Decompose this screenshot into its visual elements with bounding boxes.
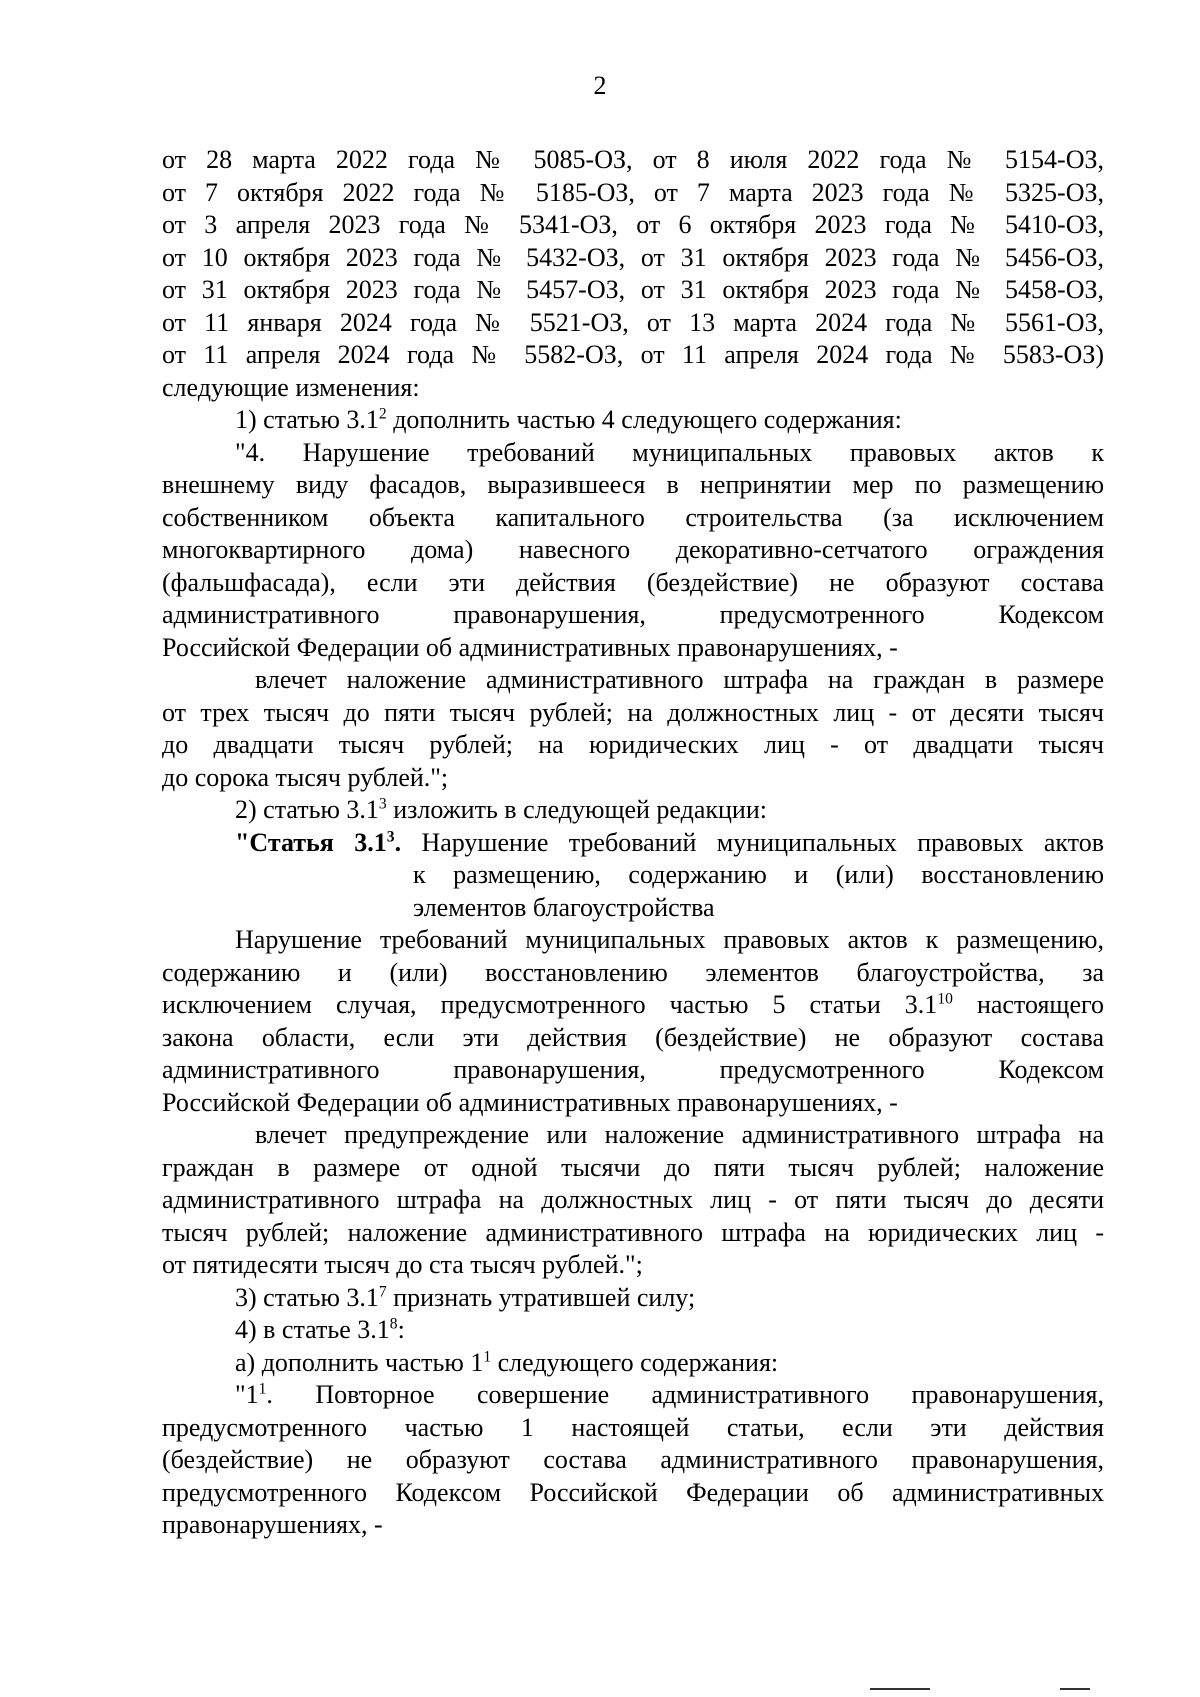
- text-line: [162, 794, 1104, 827]
- text-run: до двадцати тысяч рублей; на юридических лиц - от двадцати тысяч: [162, 730, 1104, 759]
- text-run: многоквартирного дома) навесного декоративно-сетчатого ограждения: [162, 535, 1104, 564]
- text-run: следующие изменения:: [162, 372, 420, 402]
- text-line: [162, 1087, 1104, 1120]
- text-run: к размещению, содержанию и (или) восстановлению: [413, 860, 1104, 889]
- text-line: [162, 697, 1104, 730]
- superscript: 2: [378, 405, 387, 423]
- text-line: [162, 242, 1104, 275]
- text-line: [162, 1119, 1104, 1152]
- text-line: [162, 469, 1104, 502]
- text-line: [162, 1022, 1104, 1055]
- text-line: [162, 1379, 1104, 1412]
- text-run: дополнить частью 4 следующего содержания:: [386, 405, 902, 434]
- text-line: [162, 177, 1104, 210]
- text-line: [162, 892, 1104, 925]
- text-run: . Повторное совершение административного правонарушения,: [266, 1380, 1104, 1409]
- text-run: следующего содержания:: [491, 1347, 779, 1377]
- superscript: 1: [258, 1380, 267, 1398]
- text-run: :: [397, 1315, 405, 1344]
- text-line: [162, 567, 1104, 600]
- text-line: [162, 1249, 1104, 1282]
- text-run: Нарушение требований муниципальных правовых актов: [401, 827, 1104, 857]
- text-run: 3) статью 3.1: [235, 1282, 379, 1312]
- superscript: 3: [378, 795, 387, 813]
- text-line: [162, 534, 1104, 567]
- text-run: от 10 октября 2023 года № 5432-ОЗ, от 31 октября 2023 года № 5456-ОЗ,: [162, 242, 1104, 272]
- text-run: Нарушение требований муниципальных правовых актов к размещению,: [235, 925, 1104, 954]
- text-line: [162, 1282, 1104, 1315]
- text-run: тысяч рублей; наложение административного штрафа на юридических лиц -: [162, 1217, 1104, 1247]
- text-line: [162, 1054, 1104, 1087]
- text-run: административного правонарушения, предусмотренного Кодексом: [162, 600, 1104, 629]
- text-line: [162, 664, 1104, 697]
- text-line: [162, 924, 1104, 957]
- text-line: [162, 1444, 1104, 1477]
- text-line: [162, 1217, 1104, 1250]
- text-run: до сорока тысяч рублей.";: [162, 762, 449, 792]
- text-line: [162, 144, 1104, 177]
- superscript: 10: [937, 990, 953, 1008]
- text-run: признать утратившей силу;: [386, 1282, 696, 1312]
- text-run: предусмотренного Кодексом Российской Федерации об административных: [162, 1477, 1104, 1507]
- text-line: [162, 372, 1104, 405]
- text-line: [162, 859, 1104, 892]
- text-run: административного штрафа на должностных лиц - от пяти тысяч до десяти: [162, 1185, 1104, 1214]
- text-run: "4. Нарушение требований муниципальных правовых актов к: [235, 437, 1104, 467]
- superscript: 7: [378, 1282, 387, 1300]
- text-line: [162, 274, 1104, 307]
- text-run: содержанию и (или) восстановлению элементов благоустройства, за: [162, 957, 1104, 987]
- text-run: административного правонарушения, предусмотренного Кодексом: [162, 1055, 1104, 1084]
- text-line: [162, 827, 1104, 860]
- text-run: 2) статью 3.1: [235, 795, 379, 824]
- text-run: (фальшфасада), если эти действия (бездействие) не образуют состава: [162, 567, 1104, 597]
- text-run: влечет наложение административного штрафа на граждан в размере: [255, 665, 1104, 694]
- text-line: [162, 729, 1104, 762]
- text-run: закона области, если эти действия (бездействие) не образуют состава: [162, 1022, 1104, 1052]
- text-line: [162, 404, 1104, 437]
- text-line: [162, 502, 1104, 535]
- text-run: (бездействие) не образуют состава административного правонарушения,: [162, 1445, 1104, 1474]
- text-run: влечет предупреждение или наложение административного штрафа на: [255, 1120, 1104, 1149]
- text-run: правонарушениях, -: [162, 1510, 383, 1539]
- scan-artifact: [1060, 1688, 1090, 1690]
- text-run: от 28 марта 2022 года № 5085-ОЗ, от 8 июля 2022 года № 5154-ОЗ,: [162, 145, 1104, 174]
- article-title: "Статья 3.1: [235, 827, 387, 857]
- scan-artifact: [870, 1688, 930, 1690]
- text-run: изложить в следующей редакции:: [386, 795, 767, 824]
- text-run: Российской Федерации об административных правонарушениях, -: [162, 632, 898, 662]
- text-line: [162, 437, 1104, 470]
- superscript: 8: [389, 1315, 398, 1333]
- text-run: от пятидесяти тысяч до ста тысяч рублей.";: [162, 1250, 643, 1279]
- text-run: а) дополнить частью 1: [235, 1347, 484, 1377]
- text-line: [162, 1509, 1104, 1542]
- text-line: [162, 1184, 1104, 1217]
- text-line: [162, 1347, 1104, 1380]
- text-run: 4) в статье 3.1: [235, 1315, 390, 1344]
- text-run: от 11 апреля 2024 года № 5582-ОЗ, от 11 апреля 2024 года № 5583-ОЗ): [162, 340, 1104, 369]
- text-run: от 11 января 2024 года № 5521-ОЗ, от 13 марта 2024 года № 5561-ОЗ,: [162, 307, 1104, 337]
- text-line: [162, 989, 1104, 1022]
- text-line: [162, 1412, 1104, 1445]
- text-run: граждан в размере от одной тысячи до пяти тысяч рублей; наложение: [162, 1152, 1104, 1182]
- text-line: [162, 762, 1104, 795]
- text-run: 1) статью 3.1: [235, 405, 379, 434]
- text-line: [162, 307, 1104, 340]
- text-run: от 7 октября 2022 года № 5185-ОЗ, от 7 марта 2023 года № 5325-ОЗ,: [162, 177, 1104, 207]
- text-line: [162, 632, 1104, 665]
- article-title: .: [394, 827, 402, 857]
- text-line: [162, 599, 1104, 632]
- text-run: собственником объекта капитального строительства (за исключением: [162, 502, 1104, 532]
- text-line: [162, 957, 1104, 990]
- text-line: [162, 1152, 1104, 1185]
- text-run: настоящего: [952, 990, 1104, 1019]
- text-run: элементов благоустройства: [413, 892, 715, 922]
- text-run: "1: [235, 1380, 259, 1409]
- text-run: исключением случая, предусмотренного частью 5 статьи 3.1: [162, 990, 938, 1019]
- text-run: от 3 апреля 2023 года № 5341-ОЗ, от 6 октября 2023 года № 5410-ОЗ,: [162, 210, 1104, 239]
- text-line: [162, 1314, 1104, 1347]
- bold-superscript: 3: [386, 827, 395, 845]
- text-line: [162, 339, 1104, 372]
- text-run: предусмотренного частью 1 настоящей статьи, если эти действия: [162, 1412, 1104, 1442]
- text-run: Российской Федерации об административных правонарушениях, -: [162, 1087, 898, 1117]
- text-line: [162, 1477, 1104, 1510]
- text-run: от 31 октября 2023 года № 5457-ОЗ, от 31 октября 2023 года № 5458-ОЗ,: [162, 275, 1104, 304]
- text-run: от трех тысяч до пяти тысяч рублей; на должностных лиц - от десяти тысяч: [162, 697, 1104, 727]
- text-line: [162, 209, 1104, 242]
- superscript: 1: [483, 1347, 492, 1365]
- page-number: 2: [593, 71, 607, 100]
- document-body: [162, 144, 1104, 1542]
- text-run: внешнему виду фасадов, выразившееся в непринятии мер по размещению: [162, 470, 1104, 499]
